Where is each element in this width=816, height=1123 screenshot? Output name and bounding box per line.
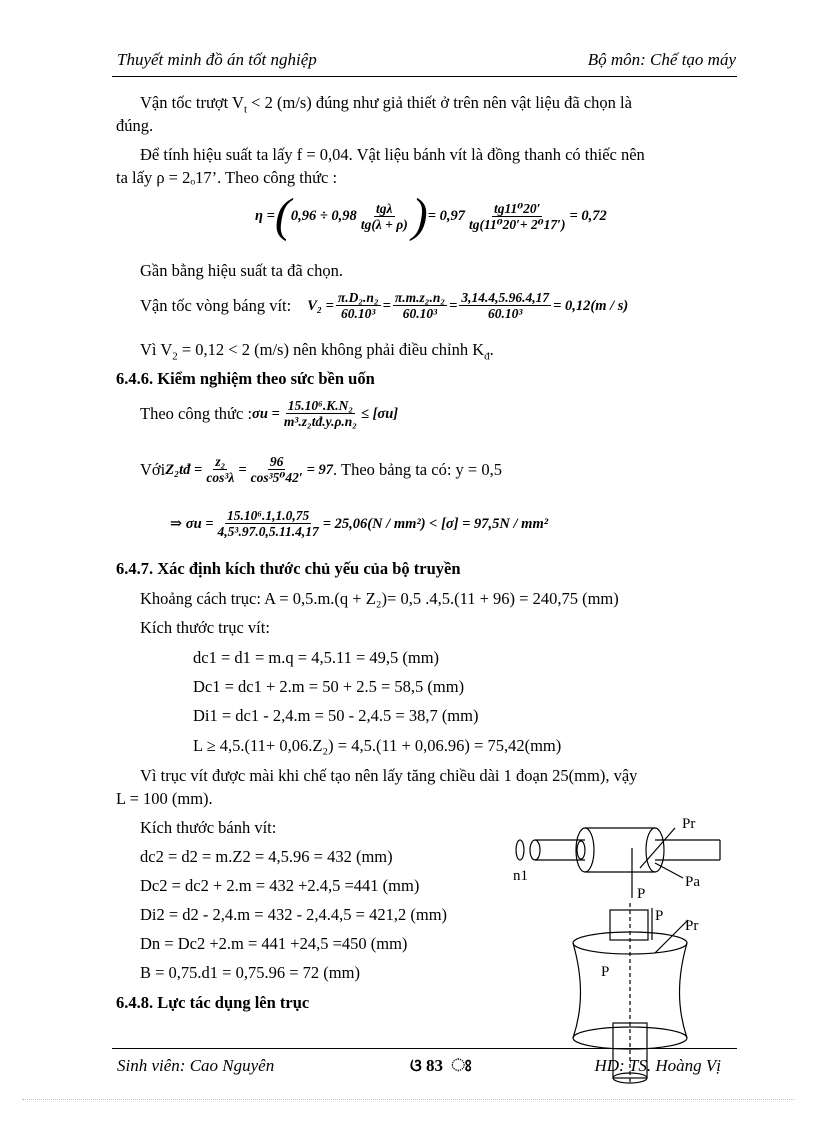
p5-a: Vì V <box>140 340 173 359</box>
footer-rule <box>112 1048 737 1049</box>
force-arrow-pr2 <box>655 920 688 953</box>
equation-equivalent-teeth <box>140 454 502 485</box>
line-Dc2: Dc2 = dc2 + 2.m = 432 +2.4,5 =441 (mm) <box>140 876 420 895</box>
z-label: Với <box>140 459 166 479</box>
footer-right: HD: TS. Hoàng Vị <box>594 1056 721 1075</box>
s-frac <box>216 508 321 539</box>
p4-d1: 60.10³ <box>341 306 376 321</box>
eta-frac-2 <box>467 201 567 232</box>
header-right: Bộ môn: Chế tạo máy <box>587 50 736 69</box>
header-left: Thuyết minh đồ án tốt nghiệp <box>117 50 317 69</box>
z-d2: cos³5⁰42′ <box>250 470 303 485</box>
z-frac-1 <box>204 454 236 485</box>
footer-page-number: ଓ 83 ଃ <box>410 1056 472 1075</box>
line-wheel-dims: Kích thước bánh vít: <box>140 818 277 837</box>
z-eq: = <box>238 461 247 478</box>
eta-frac-1 <box>359 201 410 232</box>
label-pr2: Pr <box>685 918 699 934</box>
u-num: 15.10⁶.K.N₂ <box>287 398 354 413</box>
line-dc2: dc2 = d2 = m.Z2 = 4,5.96 = 432 (mm) <box>140 847 393 866</box>
section-6-4-6: 6.4.6. Kiểm nghiệm theo sức bền uốn <box>116 369 375 388</box>
u-res: ≤ [σu] <box>361 405 399 422</box>
force-arrow-pa <box>655 863 683 878</box>
p4-label: Vận tốc vòng báng vít: <box>140 295 292 315</box>
worm-gear-figure <box>505 808 735 1093</box>
line-B: B = 0,75.d1 = 0,75.96 = 72 (mm) <box>140 963 360 982</box>
wheel-top <box>573 932 687 954</box>
page-bottom-dots <box>22 1099 794 1100</box>
p1-b: < 2 (m/s) đúng như giả thiết ở trên nên vật liệu đã chọn là <box>247 93 632 112</box>
z-lhs: Z₂tđ = <box>165 461 203 478</box>
p4-n1: π.D₂.n₂ <box>337 290 379 305</box>
label-n1: n1 <box>513 868 528 884</box>
label-p1: P <box>637 886 646 902</box>
paren-open: ( <box>274 189 291 242</box>
equation-stress-result <box>170 508 548 539</box>
eta-n1: tgλ <box>376 200 393 216</box>
header-rule <box>112 76 737 77</box>
s-res: = 25,06(N / mm²) < [σ] = 97,5N / mm² <box>322 515 549 532</box>
label-pr-top: Pr <box>682 816 696 832</box>
paren-close: ) <box>411 189 428 242</box>
section-6-4-8: 6.4.8. Lực tác dụng lên trục <box>116 993 310 1012</box>
worm-body <box>585 828 655 872</box>
line-grind-1: Vì trục vít được mài khi chế tạo nên lấy tăng chiều dài 1 đoạn 25(mm), vậy <box>140 766 638 785</box>
line-dc1: dc1 = d1 = m.q = 4,5.11 = 49,5 (mm) <box>193 648 440 667</box>
z-frac-2 <box>249 454 305 485</box>
shaft-end <box>530 840 540 860</box>
para-sliding-velocity <box>140 93 632 119</box>
equation-bending <box>140 398 398 429</box>
eta-d1: tg(λ + ρ) <box>360 216 408 232</box>
eta-mid: = 0,97 <box>427 207 465 224</box>
para-efficiency: Để tính hiệu suất ta lấy f = 0,04. Vật liệu bánh vít là đồng thanh có thiếc nên <box>140 145 645 164</box>
line-Di1: Di1 = dc1 - 2,4.m = 50 - 2,4.5 = 38,7 (mm) <box>193 706 479 725</box>
z-tail: . Theo bảng ta có: y = 0,5 <box>333 459 502 479</box>
u-lhs: σu = <box>252 405 280 422</box>
footer-left: Sinh viên: Cao Nguyên <box>117 1056 275 1075</box>
eta-res: = 0,72 <box>569 207 607 224</box>
p1-sub: t <box>243 103 248 116</box>
s-lhs: ⇒ σu = <box>170 515 214 532</box>
section-6-4-7: 6.4.7. Xác định kích thước chủ yếu của bộ truyền <box>116 559 461 578</box>
p4-frac-3 <box>459 290 551 321</box>
p1-a: Vận tốc trượt V <box>140 93 244 112</box>
p4-lhs: V₂ = <box>307 297 334 314</box>
p4-d2: 60.10³ <box>402 306 438 321</box>
para-efficiency-2: ta lấy ρ = 2ₒ17’. Theo công thức : <box>116 168 338 187</box>
line-Dn: Dn = Dc2 +2.m = 441 +24,5 =450 (mm) <box>140 934 408 953</box>
equation-efficiency <box>255 189 607 242</box>
line-worm-dims: Kích thước trục vít: <box>140 618 270 637</box>
line-Dc1: Dc1 = dc1 + 2.m = 50 + 2.5 = 58,5 (mm) <box>193 677 465 696</box>
line-axis-distance: Khoảng cách trục: A = 0,5.m.(q + Z₂)= 0,5 .4,5.(11 + 96) = 240,75 (mm) <box>140 589 619 608</box>
s-num: 15.10⁶.1,1.0,75 <box>226 508 310 523</box>
para-close-efficiency: Gần bằng hiệu suất ta đã chọn. <box>140 261 343 280</box>
p4-res: = 0,12(m / s) <box>553 297 629 314</box>
wheel-hub-top <box>610 910 648 940</box>
para-wheel-velocity <box>140 290 628 321</box>
s-den: 4,5³.97.0,5.11.4,17 <box>217 524 319 539</box>
eta-d2: tg(11⁰20′+ 2⁰17′) <box>468 216 566 232</box>
p4-n3: 3,14.4,5.96.4,17 <box>461 290 550 305</box>
u-den: m³.z₂tđ.y.ρ.n₂ <box>283 414 357 429</box>
line-L: L ≥ 4,5.(11+ 0,06.Z₂) = 4,5.(11 + 0,06.96) = 75,42(mm) <box>193 736 562 755</box>
p4-n2: π.m.z₂.n₂ <box>394 290 446 305</box>
z-d1: cos³λ <box>206 470 235 485</box>
p5-sub2: đ <box>484 350 490 363</box>
p4-eq2: = <box>449 297 458 314</box>
eta-lhs: η = <box>255 207 275 224</box>
p4-eq1: = <box>382 297 391 314</box>
label-p2: P <box>655 908 664 924</box>
worm-bore <box>577 841 585 859</box>
worm-shaft <box>535 840 720 860</box>
p5-sub: 2 <box>172 350 178 363</box>
shaft-end-inner <box>516 840 524 860</box>
p5-c: . <box>489 340 494 359</box>
label-p3: P <box>601 964 610 980</box>
u-label: Theo công thức : <box>140 403 253 423</box>
eta-a: 0,96 ÷ 0,98 <box>290 207 357 224</box>
z-n2: 96 <box>269 454 284 469</box>
force-arrow-pr <box>640 828 675 868</box>
eta-n2: tg11⁰20′ <box>493 200 541 216</box>
z-n1: z₂ <box>215 454 226 469</box>
p4-d3: 60.10³ <box>488 306 523 321</box>
para-sliding-velocity-2: đúng. <box>116 116 154 135</box>
para-no-adjust <box>140 340 494 366</box>
u-frac <box>282 398 359 429</box>
label-pa: Pa <box>685 874 700 890</box>
p4-frac-1 <box>336 290 381 321</box>
line-grind-2: L = 100 (mm). <box>116 789 213 808</box>
line-Di2: Di2 = d2 - 2,4.m = 432 - 2,4.4,5 = 421,2 (mm) <box>140 905 448 924</box>
p5-b: = 0,12 < 2 (m/s) nên không phải điều chỉnh K <box>177 340 485 359</box>
p4-frac-2 <box>393 290 447 321</box>
z-res: = 97 <box>306 461 334 478</box>
